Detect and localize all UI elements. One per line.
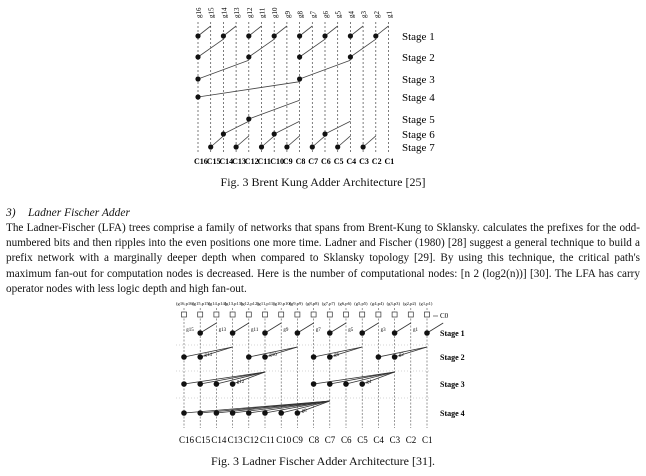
lf-input-box xyxy=(360,312,365,317)
section-title: Ladner Fischer Adder xyxy=(28,207,131,219)
bk-output-label: C8 xyxy=(295,157,306,166)
lf-node xyxy=(197,354,203,360)
lf-input-box xyxy=(198,312,203,317)
lf-stage-label: Stage 2 xyxy=(440,353,465,362)
bk-stage-label: Stage 1 xyxy=(402,31,435,43)
lf-output-label: C3 xyxy=(389,435,401,445)
lf-node xyxy=(424,330,430,336)
lf-output-label: C10 xyxy=(276,435,292,445)
lf-output-label: C15 xyxy=(195,435,211,445)
lf-node xyxy=(246,410,252,416)
lf-output-label: C6 xyxy=(341,435,352,445)
bk-output-label: C14 xyxy=(219,157,234,166)
lf-node xyxy=(359,330,365,336)
section-paragraph: The Ladner-Fischer (LFA) trees comprise a family of networks that spans from Brent-Kung to Sklansky. calculates the prefixes for the odd-numbered bits and then ripples into the even positions one more time. Ladner and Fischer (1980) [28] suggest a general technique to build a prefix network with a marginally deeper depth when compared to Sklansky topology [29]. By using this technique, the critical path's maximum fan-out for computation nodes is decreased. Here is the number of computational nodes: [n 2 (log2(n))] [30]. The LFA has carry operator nodes with less logic depth and high fan-out. xyxy=(6,222,640,295)
lf-input-label: (g13,p13) xyxy=(224,301,243,306)
lf-node xyxy=(181,354,187,360)
bk-output-label: C2 xyxy=(371,157,382,166)
lf-input-label: (g2,p2) xyxy=(402,301,417,306)
lf-output-label: C13 xyxy=(227,435,243,445)
lf-cin-label: C0 xyxy=(440,312,449,320)
lf-input-label: (g14,p14) xyxy=(208,301,227,306)
lf-input-label: (g1,p1) xyxy=(419,301,433,306)
bk-input-label: g15 xyxy=(207,7,216,18)
lf-node xyxy=(181,381,187,387)
lf-link xyxy=(362,323,378,333)
lf-node-label: g3 xyxy=(380,328,386,333)
lf-output-label: C5 xyxy=(357,435,368,445)
bk-stage-label: Stage 2 xyxy=(402,52,435,64)
lf-input-box xyxy=(376,312,381,317)
lf-node-label: g7 xyxy=(315,328,321,333)
bk-output-label: C10 xyxy=(270,157,284,166)
bk-output-label: C9 xyxy=(282,157,293,166)
bk-output-label: C12 xyxy=(244,157,259,166)
bk-input-label: g13 xyxy=(233,7,242,18)
lf-node xyxy=(262,330,268,336)
lf-node xyxy=(343,381,349,387)
lf-input-box xyxy=(182,312,187,317)
lf-input-label: (g7,p7) xyxy=(321,301,336,306)
lf-node-label: g10 xyxy=(269,353,277,358)
lf-node xyxy=(230,330,236,336)
lf-input-box xyxy=(327,312,332,317)
lf-node-label: g11 xyxy=(251,328,259,333)
bk-input-label: g10 xyxy=(271,7,280,18)
lf-input-label: (g5,p5) xyxy=(354,301,368,306)
lf-node-label: g8 xyxy=(301,409,307,414)
lf-output-label: C14 xyxy=(211,435,227,445)
lf-output-label: C9 xyxy=(292,435,303,445)
lf-output-label: C12 xyxy=(243,435,259,445)
lf-output-label: C7 xyxy=(324,435,336,445)
bk-input-label: g7 xyxy=(309,11,318,18)
lf-node-label: g14 xyxy=(204,353,212,358)
bk-input-label: g1 xyxy=(385,11,394,18)
lf-input-box xyxy=(263,312,268,317)
bk-stage-label: Stage 7 xyxy=(402,142,435,154)
lf-input-label: (g9,p9) xyxy=(289,301,303,306)
lf-link xyxy=(200,323,216,333)
lf-node xyxy=(246,354,252,360)
lf-node xyxy=(214,381,220,387)
lf-node-label: g9 xyxy=(283,328,289,333)
lf-node xyxy=(311,354,317,360)
lf-node xyxy=(214,410,220,416)
lf-node xyxy=(327,330,333,336)
lf-node xyxy=(327,354,333,360)
lf-input-label: (g12,p12) xyxy=(240,301,259,306)
lf-node-label: g12 xyxy=(236,380,245,385)
bk-input-label: g3 xyxy=(360,11,369,18)
lf-input-label: (g3,p3) xyxy=(386,301,401,306)
bk-output-label: C3 xyxy=(359,157,369,166)
lf-node xyxy=(359,381,365,387)
lf-node-label: g5 xyxy=(348,328,354,333)
bk-input-label: g11 xyxy=(258,7,267,18)
bk-stage-label: Stage 6 xyxy=(402,129,435,141)
lf-node-label: g6 xyxy=(334,353,339,358)
lf-node-label: g13 xyxy=(218,328,227,333)
lf-node xyxy=(230,381,236,387)
bk-input-label: g12 xyxy=(245,7,254,18)
bk-input-label: g8 xyxy=(296,11,305,18)
lf-node xyxy=(181,410,187,416)
lf-link xyxy=(233,323,249,333)
lf-node xyxy=(311,381,317,387)
lf-stage-label: Stage 4 xyxy=(440,409,465,418)
bk-output-label: C1 xyxy=(384,157,395,166)
bk-stage-label: Stage 5 xyxy=(402,114,435,126)
lf-node xyxy=(278,410,284,416)
lf-link xyxy=(395,323,411,333)
lf-wires xyxy=(184,308,443,428)
bk-output-label: C7 xyxy=(308,157,319,166)
bk-output-label: C5 xyxy=(333,157,344,166)
figure2-caption: Fig. 3 Ladner Fischer Adder Architecture [31]. xyxy=(211,454,435,468)
lf-input-box xyxy=(246,312,251,317)
lf-stage-labels xyxy=(440,329,465,418)
lf-node xyxy=(376,354,382,360)
lf-node xyxy=(295,410,301,416)
lf-input-box xyxy=(230,312,235,317)
lf-output-label: C2 xyxy=(405,435,417,445)
lf-node xyxy=(392,330,398,336)
bk-output-label: C15 xyxy=(206,157,221,166)
lf-input-box xyxy=(392,312,397,317)
lf-stage-label: Stage 1 xyxy=(440,329,465,338)
lf-stage-label: Stage 3 xyxy=(440,380,465,389)
bk-output-label: C13 xyxy=(232,157,246,166)
bk-input-label: g5 xyxy=(334,11,343,18)
bk-output-label: C4 xyxy=(346,157,357,166)
lf-output-labels xyxy=(179,435,433,445)
lf-node-label: g15 xyxy=(186,328,194,333)
lf-output-label: C11 xyxy=(260,435,275,445)
lf-output-label: C16 xyxy=(179,435,195,445)
lf-node-label: g4 xyxy=(366,380,372,385)
lf-input-box xyxy=(408,312,413,317)
lf-node-label: g1 xyxy=(413,328,418,333)
lf-input-label: (g10,p10) xyxy=(273,301,292,306)
lf-input-label: (g15,p15) xyxy=(192,301,211,306)
lf-input-label: (g6,p6) xyxy=(338,301,352,306)
lf-input-box xyxy=(311,312,316,317)
lf-input-label: (g8,p8) xyxy=(305,301,320,306)
lf-input-label: (g16,p16) xyxy=(176,301,194,306)
bk-input-label: g9 xyxy=(283,11,292,18)
bk-output-label: C11 xyxy=(257,157,271,166)
lf-node xyxy=(295,330,301,336)
section-number: 3) xyxy=(6,207,16,219)
lf-input-box xyxy=(344,312,349,317)
lf-input-box xyxy=(279,312,284,317)
lf-node xyxy=(230,410,236,416)
lf-input-label: (g11,p11) xyxy=(257,301,275,306)
lf-link xyxy=(265,323,281,333)
lf-input-box xyxy=(214,312,219,317)
bk-input-label: g4 xyxy=(347,11,356,18)
lf-link xyxy=(330,323,346,333)
lf-output-label: C1 xyxy=(422,435,433,445)
lf-node xyxy=(197,410,203,416)
lf-node xyxy=(392,354,398,360)
bk-stage-label: Stage 3 xyxy=(402,74,435,86)
lf-input-label: (g4,p4) xyxy=(370,301,384,306)
bk-output-label: C16 xyxy=(194,157,208,166)
lf-input-box xyxy=(425,312,430,317)
figure1-caption: Fig. 3 Brent Kung Adder Architecture [25] xyxy=(220,175,426,189)
lf-output-label: C8 xyxy=(308,435,320,445)
bk-input-label: g6 xyxy=(322,11,330,18)
lf-output-label: C4 xyxy=(373,435,384,445)
lf-link xyxy=(297,323,313,333)
lf-node xyxy=(327,381,333,387)
bk-input-label: g2 xyxy=(372,11,381,18)
lf-node xyxy=(262,354,268,360)
lf-node xyxy=(197,330,203,336)
bk-stage-label: Stage 4 xyxy=(402,92,435,104)
bk-output-label: C6 xyxy=(321,157,331,166)
lf-input-box xyxy=(295,312,300,317)
lf-node xyxy=(197,381,203,387)
bk-input-label: g16 xyxy=(195,7,203,18)
lf-node xyxy=(262,410,268,416)
lf-node-label: g2 xyxy=(398,353,404,358)
bk-input-label: g14 xyxy=(220,7,229,18)
